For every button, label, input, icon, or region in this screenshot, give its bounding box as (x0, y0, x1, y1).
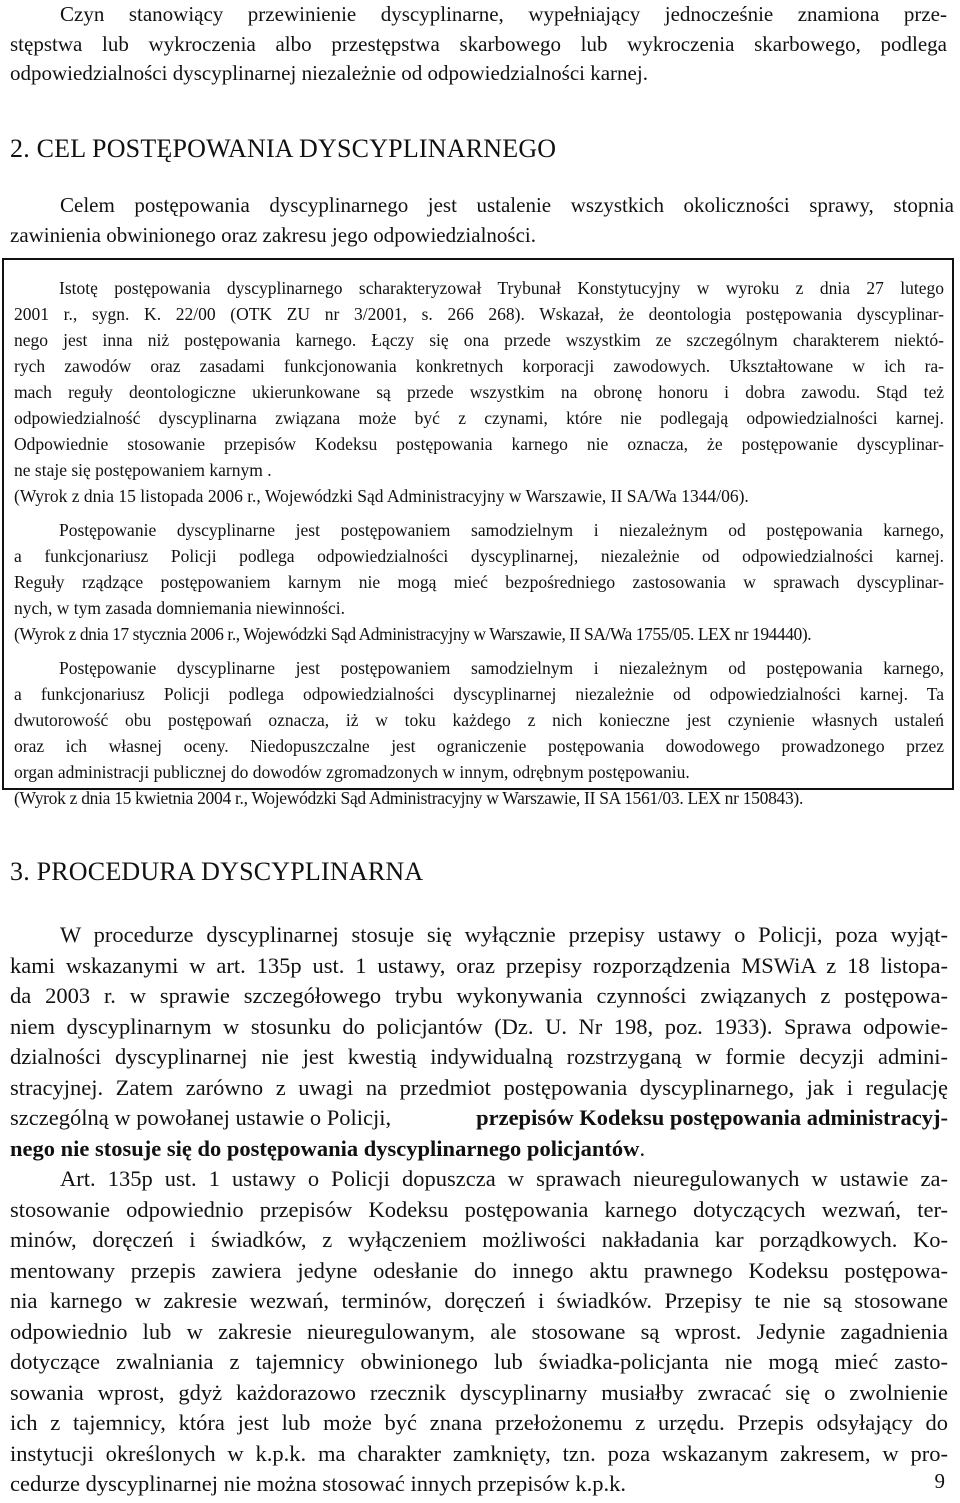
text-fragment: . (639, 1136, 646, 1161)
text-line: nia karnego w zakresie wezwań, terminów, doręczeń i świadków. Przepisy te nie są stosowane (10, 1288, 948, 1313)
text-line: a funkcjonariusz Policji podlega odpowiedzialności dyscyplinarnej, niezależnie od odpowiedzialności karnej. (14, 546, 944, 566)
citation: (Wyrok z dnia 15 listopada 2006 r., Wojewódzki Sąd Administracyjny w Warszawie, II SA/Wa 1344/06). (14, 486, 749, 506)
text-line: Art. 135p ust. 1 ustawy o Policji dopuszcza w sprawach nieuregulowanych w ustawie za- (60, 1166, 948, 1191)
section-heading: 3. PROCEDURA DYSCYPLINARNA (10, 857, 424, 886)
citation: (Wyrok z dnia 17 stycznia 2006 r., Wojewódzki Sąd Administracyjny w Warszawie, II SA/Wa 1755/05. LEX nr 194440). (14, 624, 812, 644)
text-line: ne staje się postępowaniem karnym . (14, 460, 272, 480)
text-line: kami wskazanymi w art. 135p ust. 1 ustawy, oraz przepisy rozporządzenia MSWiA z 18 listopa- (10, 953, 948, 978)
text-line: Reguły rządzące postępowaniem karnym nie mogą mieć bezpośredniego zastosowania w sprawach dyscyplinar- (14, 572, 944, 592)
text-line: 2001 r., sygn. K. 22/00 (OTK ZU nr 3/2001, s. 266 268). Wskazał, że deontologia postępowania dyscyplinar- (14, 304, 944, 324)
text-line: ich z tajemnicy, która jest lub może być znana przełożonemu z urzędu. Przepis odsyłający do (10, 1410, 948, 1435)
bold-text: przepisów Kodeksu postępowania administracyj- (476, 1105, 948, 1130)
text-line: instytucji określonych w k.p.k. ma charakter zamknięty, tzn. poza wskazanym zakresem, w pro- (10, 1441, 948, 1466)
text-line: a funkcjonariusz Policji podlega odpowiedzialności dyscyplinarnej niezależnie od odpowiedzialności karnej. Ta (14, 684, 944, 704)
text-line: dzialności dyscyplinarnej nie jest kwestią indywidualną rozstrzyganą w formie decyzji admini- (10, 1044, 948, 1069)
text-line: W procedurze dyscyplinarnej stosuje się wyłącznie przepisy ustawy o Policji, poza wyjąt- (60, 922, 948, 947)
text-line: odpowiednio lub w zakresie nieuregulowanym, ale stosowane są wprost. Jedynie zagadnienia (10, 1319, 948, 1344)
citation: (Wyrok z dnia 15 kwietnia 2004 r., Wojewódzki Sąd Administracyjny w Warszawie, II SA 1561/03. LEX nr 150843). (14, 788, 804, 808)
text-line: Czyn stanowiący przewinienie dyscyplinarne, wypełniający jednocześnie znamiona prze- (60, 2, 947, 26)
text-line: dotyczące zwalniania z tajemnicy obwinionego lub świadka-policjanta nie mogą mieć zasto- (10, 1349, 948, 1374)
text-line: odpowiedzialność dyscyplinarna związana może być z czynami, które nie podlegają odpowiedzialności karnej. (14, 408, 944, 428)
bold-text: nego nie stosuje się do postępowania dyscyplinarnego policjantów (10, 1136, 640, 1161)
text-line: mentowany przepis zawiera jedyne odesłanie do innego aktu prawnego Kodeksu postępowa- (10, 1258, 948, 1283)
text-line: nych, w tym zasada domniemania niewinności. (14, 598, 345, 618)
text-line (10, 1136, 948, 1162)
text-fragment: szczególną w powołanej ustawie o Policji, (10, 1105, 392, 1130)
text-line: Celem postępowania dyscyplinarnego jest ustalenie wszystkich okoliczności sprawy, stopnia (60, 193, 954, 217)
text-line: stracyjnej. Zatem zarówno z uwagi na przedmiot postępowania dyscyplinarnego, jak i regulację (10, 1075, 948, 1100)
section-heading: 2. CEL POSTĘPOWANIA DYSCYPLINARNEGO (10, 134, 557, 163)
text-line: oraz ich własnej oceny. Niedopuszczalne jest ograniczenie postępowania dowodowego prowadzonego przez (14, 736, 944, 756)
text-line: nego jest inna niż postępowania karnego. Łączy się ona przede wszystkim ze szczególnym charakterem niektó- (14, 330, 944, 350)
text-line: sowania wprost, gdyż każdorazowo rzecznik dyscyplinarny musiałby zwracać się o zwolnienie (10, 1380, 948, 1405)
text-line: dwutorowość obu postępowań oznacza, iż w toku każdego z nich konieczne jest czynienie własnych ustaleń (14, 710, 944, 730)
text-line: Istotę postępowania dyscyplinarnego scharakteryzował Trybunał Konstytucyjny w wyroku z dnia 27 lutego (59, 278, 944, 298)
text-line: Odpowiednie stosowanie przepisów Kodeksu postępowania karnego nie oznacza, że postępowanie dyscyplinar- (14, 434, 944, 454)
text-line: cedurze dyscyplinarnej nie można stosować innych przepisów k.p.k. (10, 1471, 627, 1496)
text-line: da 2003 r. w sprawie szczegółowego trybu wykonywania czynności związanych z postępowa- (10, 983, 948, 1008)
page-number: 9 (934, 1469, 945, 1493)
text-line: mach reguły deontologiczne ukierunkowane są przede wszystkim na obronę honoru i dobra zawodu. Stąd też (14, 382, 944, 402)
text-line: stosowanie odpowiednio przepisów Kodeksu postępowania karnego dotyczących wezwań, ter- (10, 1197, 948, 1222)
text-line: rych zawodów oraz zasadami funkcjonowania konkretnych korporacji zawodowych. Ukształtowane w ich ra- (14, 356, 944, 376)
text-line: stępstwa lub wykroczenia albo przestępstwa skarbowego lub wykroczenia skarbowego, podlega (10, 32, 947, 56)
text-line: odpowiedzialności dyscyplinarnej niezależnie od odpowiedzialności karnej. (10, 61, 648, 85)
text-line: Postępowanie dyscyplinarne jest postępowaniem samodzielnym i niezależnym od postępowania karnego, (59, 520, 944, 540)
text-line: niem dyscyplinarnym w stosunku do policjantów (Dz. U. Nr 198, poz. 1933). Sprawa odpowie- (10, 1014, 948, 1039)
text-line: Postępowanie dyscyplinarne jest postępowaniem samodzielnym i niezależnym od postępowania karnego, (59, 658, 944, 678)
text-line: minów, doręczeń i świadków, z wyłączeniem możliwości nakładania kar porządkowych. Ko- (10, 1227, 948, 1252)
case-law-box (2, 258, 954, 808)
text-line: organ administracji publicznej do dowodów zgromadzonych w innym, odrębnym postępowaniu. (14, 762, 690, 782)
text-line: zawinienia obwinionego oraz zakresu jego odpowiedzialności. (10, 223, 536, 247)
text-line (10, 1105, 948, 1131)
